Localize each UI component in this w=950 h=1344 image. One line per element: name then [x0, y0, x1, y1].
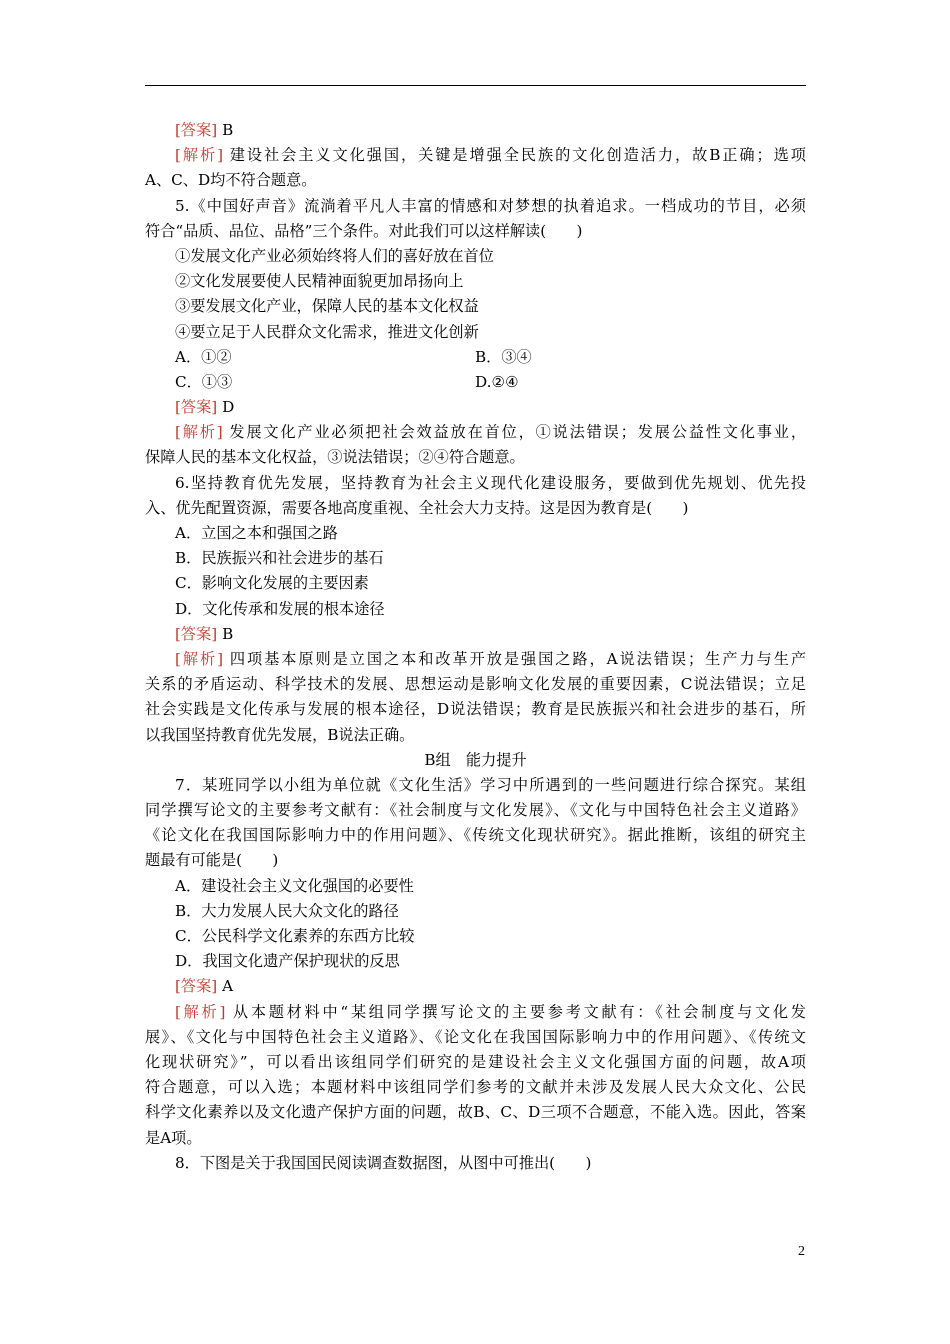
- q7-analysis-line-4: 符合题意，可以入选；本题材料中该组同学们参考的文献并未涉及发展人民大众文化、公民: [145, 1078, 806, 1097]
- q6-option-c: C．影响文化发展的主要因素: [175, 574, 369, 593]
- q4-analysis-line-1: [解析] 建设社会主义文化强国，关键是增强全民族的文化创造活力，故B正确；选项: [175, 146, 806, 165]
- q5-analysis-line-2: 保障人民的基本文化权益，③说法错误；②④符合题意。: [145, 448, 525, 467]
- q7-analysis-line-6: 是A项。: [145, 1128, 202, 1147]
- q7-analysis-line-1: [解析] 从本题材料中“某组同学撰写论文的主要参考文献有：《社会制度与文化发: [175, 1002, 806, 1021]
- q6-stem-line-1: 6.坚持教育优先发展，坚持教育为社会主义现代化建设服务，要做到优先规划、优先投: [175, 473, 806, 492]
- q7-analysis-line-2: 展》、《文化与中国特色社会主义道路》、《论文化在我国国际影响力中的作用问题》、《传统文: [145, 1027, 806, 1046]
- answer-tag: [答案]: [175, 624, 218, 643]
- q5-option-a: A．①②: [175, 347, 232, 366]
- answer-tag: [答案]: [175, 398, 218, 417]
- q7-analysis-line-3: 化现状研究》”，可以看出该组同学们研究的是建设社会主义文化强国方面的问题，故A项: [145, 1052, 806, 1071]
- q7-option-d: D．我国文化遗产保护现状的反思: [175, 952, 400, 971]
- q5-statement-2: ②文化发展要使人民精神面貌更加昂扬向上: [175, 272, 464, 291]
- q6-option-d: D．文化传承和发展的根本途径: [175, 599, 385, 618]
- q7-analysis-line-5: 科学文化素养以及文化遗产保护方面的问题，故B、C、D三项不合题意，不能入选。因此，答案: [145, 1103, 806, 1122]
- analysis-tag: [解析]: [175, 146, 224, 165]
- q5-answer: [答案] D: [175, 398, 235, 417]
- q6-analysis-line-4: 以我国坚持教育优先发展，B说法正确。: [145, 725, 415, 744]
- q7-stem-line-4: 题最有可能是( ): [145, 851, 279, 870]
- answer-tag: [答案]: [175, 977, 218, 996]
- q5-stem-line-1: 5.《中国好声音》流淌着平凡人丰富的情感和对梦想的执着追求。一档成功的节目，必须: [175, 196, 806, 215]
- q6-option-b: B．民族振兴和社会进步的基石: [175, 549, 384, 568]
- section-title: B组 能力提升: [424, 750, 527, 769]
- answer-tag: [答案]: [175, 121, 218, 139]
- q6-analysis-line-3: 社会实践是文化传承与发展的根本途径，D说法错误；教育是民族振兴和社会进步的基石，所: [145, 700, 806, 719]
- q7-option-a: A．建设社会主义文化强国的必要性: [175, 876, 414, 895]
- q5-analysis-line-1: [解析] 发展文化产业必须把社会效益放在首位，①说法错误；发展公益性文化事业，: [175, 423, 807, 442]
- q6-option-a: A．立国之本和强国之路: [175, 524, 338, 542]
- analysis-tag: [解析]: [175, 423, 223, 442]
- page-body: [145, 118, 806, 1176]
- q5-options-row-1: [145, 345, 806, 370]
- q7-stem-line-1: 7．某班同学以小组为单位就《文化生活》学习中所遇到的一些问题进行综合探究。某组: [175, 775, 806, 794]
- analysis-tag: [解析]: [175, 1002, 226, 1021]
- q5-stem-line-2: 符合“品质、品位、品格”三个条件。对此我们可以这样解读( ): [145, 221, 583, 240]
- q7-option-c: C．公民科学文化素养的东西方比较: [175, 927, 415, 945]
- q5-statement-4: ④要立足于人民群众文化需求，推进文化创新: [175, 322, 479, 341]
- q7-answer: [答案] A: [175, 977, 234, 996]
- q6-analysis-line-1: [解析] 四项基本原则是立国之本和改革开放是强国之路，A说法错误；生产力与生产: [175, 649, 807, 668]
- q4-answer: [答案] B: [175, 121, 234, 139]
- analysis-tag: [解析]: [175, 649, 224, 668]
- q7-stem-line-2: 同学撰写论文的主要参考文献有：《社会制度与文化发展》、《文化与中国特色社会主义道路》: [145, 801, 806, 820]
- q4-analysis-line-2: A、C、D均不符合题意。: [145, 171, 317, 190]
- q6-analysis-line-2: 关系的矛盾运动、科学技术的发展、思想运动是影响文化发展的重要因素，C说法错误；立足: [145, 675, 806, 694]
- q5-option-d: D.②④: [475, 372, 519, 391]
- header-rule: [145, 85, 806, 86]
- q5-statement-1: ①发展文化产业必须始终将人们的喜好放在首位: [175, 246, 494, 265]
- q5-statement-3: ③要发展文化产业，保障人民的基本文化权益: [175, 297, 479, 316]
- q5-option-b: B．③④: [475, 347, 532, 366]
- q6-stem-line-2: 入、优先配置资源，需要各地高度重视、全社会大力支持。这是因为教育是( ): [145, 498, 689, 517]
- q5-option-c: C．①③: [175, 372, 233, 391]
- q8-stem: 8．下图是关于我国国民阅读调查数据图，从图中可推出( ): [175, 1153, 592, 1172]
- q6-answer: [答案] B: [175, 624, 234, 643]
- q5-options-row-2: [145, 370, 806, 395]
- q7-stem-line-3: 《论文化在我国国际影响力中的作用问题》、《传统文化现状研究》。据此推断，该组的研究主: [145, 826, 806, 845]
- q7-option-b: B．大力发展人民大众文化的路径: [175, 901, 399, 920]
- page-number: 2: [798, 1244, 805, 1259]
